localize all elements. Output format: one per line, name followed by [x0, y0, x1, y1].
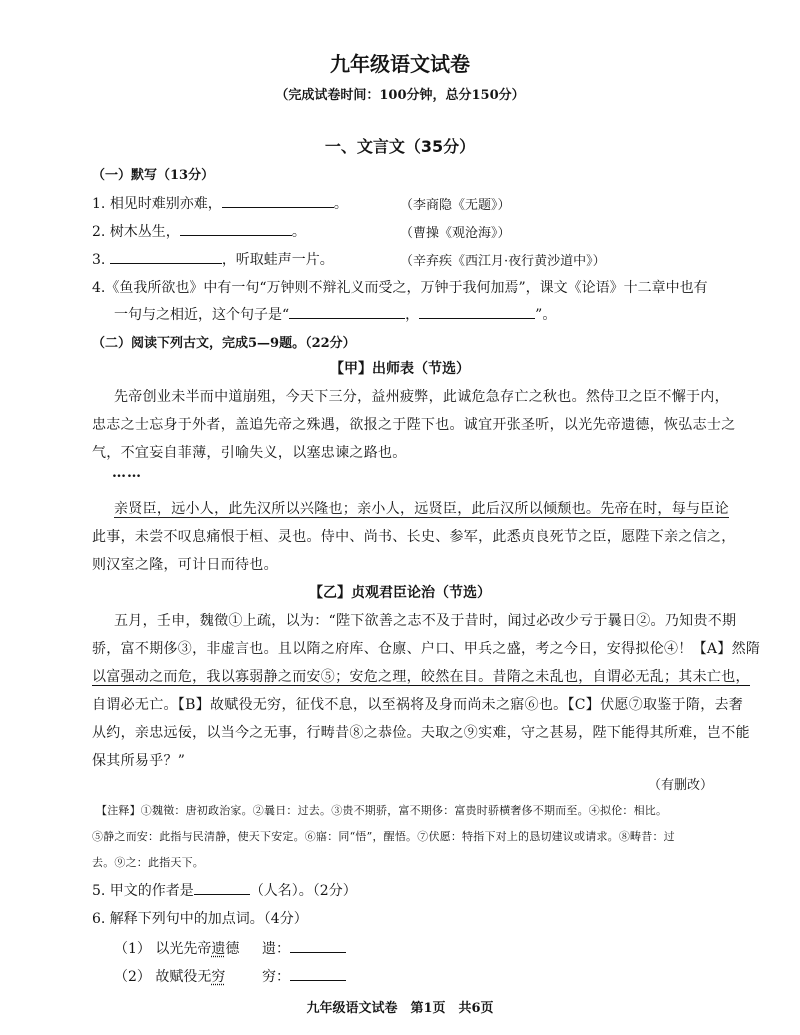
q4-end: ”。: [535, 307, 557, 323]
page-title: 九年级语文试卷: [330, 52, 470, 76]
passage-jia-title: 【甲】出师表（节选）: [330, 361, 470, 377]
annotation-line2: ⑤静之而安：此指与民清静，使天下安定。⑥寤：同“悟”，醒悟。⑦伏愿：特指下对上的恳切建议或请求。⑧畴昔：过: [92, 830, 675, 843]
q3-text: ，听取蛙声一片。: [221, 252, 334, 268]
question-1: [92, 193, 348, 213]
yi-line6: 保其所易乎？”: [92, 753, 186, 769]
part1-label: （一）默写（13分）: [92, 168, 215, 183]
yi-line3: [92, 666, 750, 686]
q2-source: （曹操《观沧海》）: [400, 226, 511, 241]
q6-item-2-answer: [262, 966, 346, 986]
q6-item-1-dotted-word: 遗: [211, 941, 226, 957]
q6-item-2-blank[interactable]: [290, 966, 346, 981]
question-4-line1: 4.《鱼我所欲也》中有一句“万钟则不辩礼义而受之，万钟于我何加焉”，课文《论语》十二章中也有: [92, 280, 708, 296]
q4-line2-text: 一句与之相近，这个句子是“: [114, 307, 290, 323]
annotation-line3: 去。⑨之：此指天下。: [92, 856, 204, 869]
passage-yi-title: 【乙】贞观君臣论治（节选）: [309, 585, 491, 601]
q2-text: 树木丛生，: [109, 224, 180, 240]
q5-tail: （人名）。（2分）: [249, 883, 357, 899]
jia-p2-line3: 则汉室之隆，可计日而待也。: [92, 557, 278, 573]
q6-item-1-word: 遗：: [262, 941, 290, 957]
annotation-line1: 【注释】①魏徵：唐初政治家。②曩日：过去。③贵不期骄，富不期侈：富贵时骄横奢侈不期而至。④拟伦：相比。: [96, 804, 668, 817]
page-footer: 九年级语文试卷 第1页 共6页: [306, 1001, 494, 1016]
q5-text: 5. 甲文的作者是: [92, 883, 194, 899]
yi-line2: 骄，富不期侈③，非虚言也。且以隋之府库、仓廪、户口、甲兵之盛，考之今日，安得拟伦④！【A】然隋: [92, 641, 761, 657]
q6-item-1: [114, 938, 239, 958]
yi-line3-text: 以富强动之而危，我以寡弱静之而安⑤；安危之理，皎然在目。昔隋之未乱也，自谓必无乱；其未亡也，: [92, 669, 750, 685]
q5-blank[interactable]: [194, 880, 250, 895]
q4-blank-2[interactable]: [419, 304, 535, 319]
jia-p1-line2: 忠志之士忘身于外者，盖追先帝之殊遇，欲报之于陛下也。诚宜开张圣听，以光先帝遗德，恢弘志士之: [92, 417, 736, 433]
q6-item-2-num: （2）: [114, 969, 151, 985]
q6-item-1-blank[interactable]: [290, 938, 346, 953]
q1-source: （李商隐《无题》）: [400, 198, 511, 213]
ellipsis: ……: [112, 465, 142, 481]
q1-blank[interactable]: [222, 193, 334, 208]
question-5: [92, 880, 357, 900]
q6-item-1-num: （1）: [114, 941, 151, 957]
q1-text: 相见时难别亦难，: [109, 196, 222, 212]
jia-p2-line1: [114, 498, 729, 518]
q4-blank-1[interactable]: [289, 304, 405, 319]
part2-label: （二）阅读下列古文，完成5—9题。（22分）: [92, 336, 356, 351]
q1-num: 1.: [92, 196, 106, 212]
yi-line4: 自谓必无亡。【B】故赋役无穷，征伐不息，以至祸将及身而尚未之寤⑥也。【C】伏愿⑦取鉴于隋，去奢: [92, 697, 744, 713]
q3-source: （辛弃疾《西江月·夜行黄沙道中》）: [400, 254, 606, 269]
question-2: [92, 221, 306, 241]
exam-time-note: （完成试卷时间：100分钟，总分150分）: [275, 88, 525, 103]
revised-note: （有删改）: [648, 778, 714, 793]
jia-p1-line3: 气，不宜妄自菲薄，引喻失义，以塞忠谏之路也。: [92, 445, 407, 461]
q6-item-1-answer: [262, 938, 346, 958]
q4-comma: ，: [405, 307, 420, 323]
yi-line5: 从约，亲忠远佞，以当今之无事，行畴昔⑧之恭俭。夫取之⑨实难，守之甚易，陛下能得其所难，岂不能: [92, 725, 750, 741]
jia-p1-line1: 先帝创业未半而中道崩殂，今天下三分，益州疲弊，此诚危急存亡之秋也。然侍卫之臣不懈于内，: [114, 389, 729, 405]
q1-end: 。: [333, 196, 348, 212]
q6-item-1-phrase-a: 以光先帝: [155, 941, 212, 957]
q3-blank[interactable]: [110, 249, 222, 264]
section-heading: 一、文言文（35分）: [324, 137, 476, 156]
question-6: 6. 解释下列句中的加点词。（4分）: [92, 911, 308, 927]
question-4-line2: [114, 304, 556, 324]
jia-p2-line2: 此事，未尝不叹息痛恨于桓、灵也。侍中、尚书、长史、参军，此悉贞良死节之臣，愿陛下亲之信之，: [92, 529, 736, 545]
q6-item-1-phrase-b: 德: [225, 941, 240, 957]
q6-item-2: [114, 966, 225, 986]
jia-p2-line1-text: 亲贤臣，远小人，此先汉所以兴隆也；亲小人，远贤臣，此后汉所以倾颓也。先帝在时，每与臣论: [114, 501, 729, 517]
q2-blank[interactable]: [180, 221, 292, 236]
question-3: [92, 249, 334, 269]
q6-item-2-dotted-word: 穷: [211, 969, 226, 985]
q6-item-2-word: 穷：: [262, 969, 290, 985]
q2-num: 2.: [92, 224, 106, 240]
q3-num: 3.: [92, 252, 106, 268]
q6-item-2-phrase-a: 故赋役无: [155, 969, 212, 985]
q2-end: 。: [291, 224, 306, 240]
yi-line1: 五月，壬申，魏徵①上疏，以为：“陛下欲善之志不及于昔时，闻过必改少亏于曩日②。乃知贵不期: [114, 613, 737, 629]
